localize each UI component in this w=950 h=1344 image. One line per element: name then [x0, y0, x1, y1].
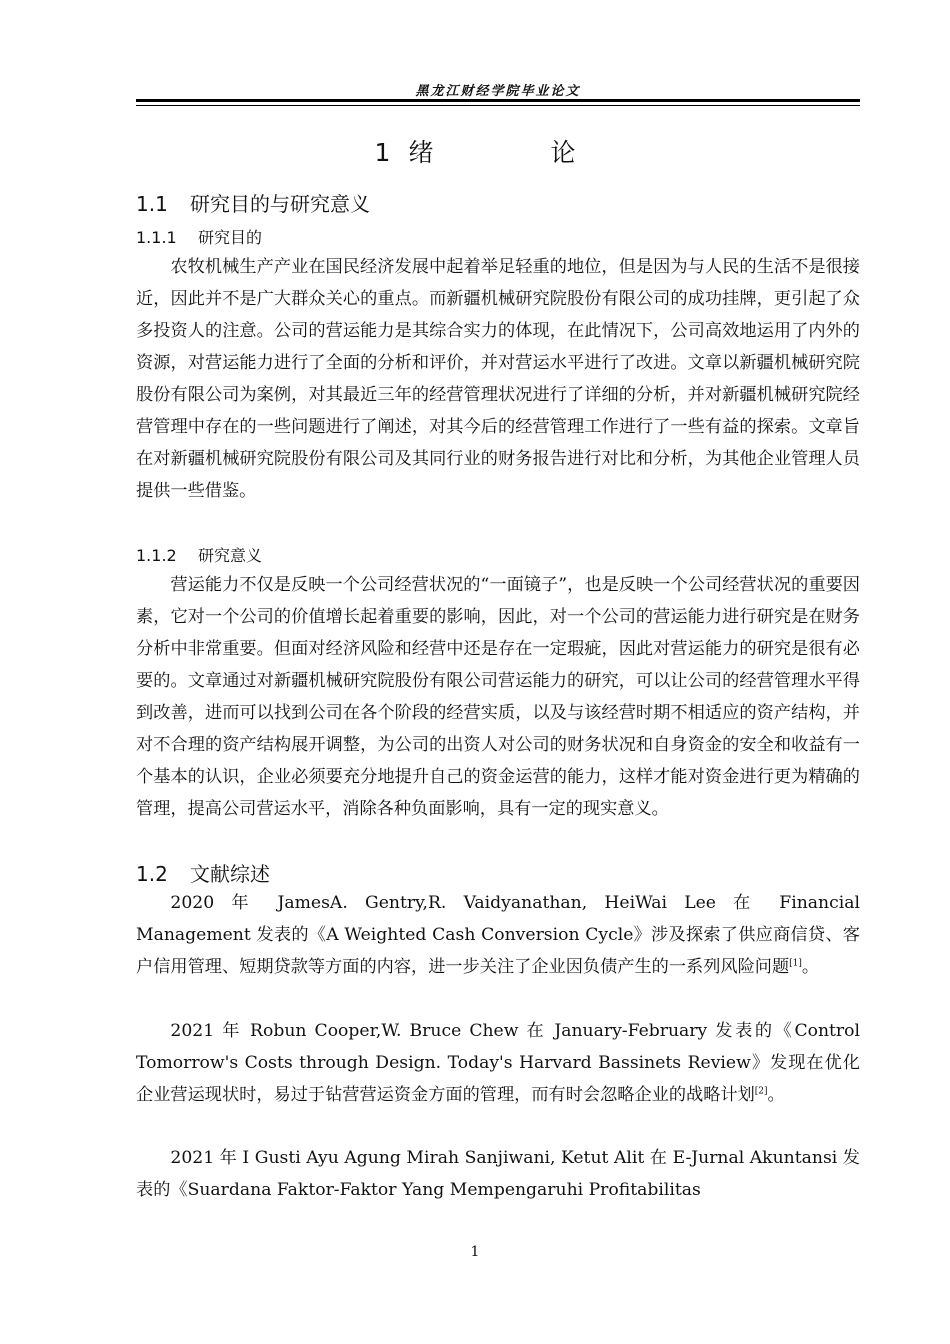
subsection-number: 1.1.2 [136, 546, 177, 565]
paragraph-research-purpose: 农牧机械生产产业在国民经济发展中起着举足轻重的地位，但是因为与人民的生活不是很接近，因此并不是广大群众关心的重点。而新疆机械研究院股份有限公司的成功挂牌，更引起了众多投资人的注意。公司的营运能力是其综合实力的体现，在此情况下，公司高效地运用了内外的资源，对营运能力进行了全面的分析和评价，并对营运水平进行了改进。文章以新疆机械研究院股份有限公司为案例，对其最近三年的经营管理状况进行了详细的分析，并对新疆机械研究院经营管理中存在的一些问题进行了阐述，对其今后的经营管理工作进行了一些有益的探索。文章旨在对新疆机械研究院股份有限公司及其同行业的财务报告进行对比和分析，为其他企业管理人员提供一些借鉴。 [136, 257, 860, 501]
literature-text: 2021 年 Robun Cooper,W. Bruce Chew 在 January-February 发表的《Control Tomorrow's Costs through Design. Today's Harvard Bassinets Review》发现在优化企业营运现状时，易过于钻营营运资金方面的管理，而有时会忽略企业的战略计划 [136, 1021, 860, 1105]
literature-tail: 。 [801, 957, 820, 977]
section-heading-1-2 [136, 858, 270, 887]
literature-text: 2021 年 I Gusti Ayu Agung Mirah Sanjiwani, Ketut Alit 在 E-Jurnal Akuntansi 发表的《Suardana Faktor-Faktor Yang Mempengaruhi Profitabilitas [136, 1148, 860, 1200]
citation-marker: [2] [754, 1086, 768, 1097]
subsection-heading-1-1-1 [136, 225, 262, 248]
section-title: 文献综述 [190, 862, 270, 886]
literature-text: 2020 年 JamesA. Gentry,R. Vaidyanathan, HeiWai Lee 在 Financial Management 发表的《A Weighted Cash Conversion Cycle》涉及探索了供应商信贷、客户信用管理、短期贷款等方面的内容，进一步关注了企业因负债产生的一系列风险问题 [136, 893, 860, 977]
page-number: 1 [470, 1244, 480, 1260]
literature-paragraph-2 [136, 1015, 860, 1111]
chapter-title-text: 绪 论 [408, 138, 622, 167]
paragraph-research-significance: 营运能力不仅是反映一个公司经营状况的“一面镜子”，也是反映一个公司经营状况的重要因素，它对一个公司的价值增长起着重要的影响，因此，对一个公司的营运能力进行研究是在财务分析中非常重要。但面对经济风险和经营中还是存在一定瑕疵，因此对营运能力的研究是很有必要的。文章通过对新疆机械研究院股份有限公司营运能力的研究，可以让公司的经营管理水平得到改善，进而可以找到公司在各个阶段的经营实质，以及与该经营时期不相适应的资产结构，并对不合理的资产结构展开调整，为公司的出资人对公司的财务状况和自身资金的安全和收益有一个基本的认识，企业必须要充分地提升自己的资金运营的能力，这样才能对资金进行更为精确的管理，提高公司营运水平，消除各种负面影响，具有一定的现实意义。 [136, 575, 860, 819]
header-rule-thick [136, 99, 860, 102]
subsection-title: 研究目的 [198, 228, 263, 247]
chapter-number: 1 [374, 138, 391, 167]
chapter-title [136, 133, 860, 169]
section-heading-1-1 [136, 188, 370, 217]
header-rule-thin [136, 105, 860, 106]
subsection-number: 1.1.1 [136, 228, 177, 247]
section-number: 1.1 [136, 192, 168, 216]
citation-marker: [1] [789, 958, 802, 969]
subsection-title: 研究意义 [198, 546, 263, 565]
section-number: 1.2 [136, 862, 168, 886]
literature-tail: 。 [767, 1085, 785, 1105]
literature-paragraph-3 [136, 1142, 860, 1206]
subsection-heading-1-1-2 [136, 543, 262, 566]
running-header: 黑龙江财经学院毕业论文 [415, 84, 581, 99]
literature-paragraph-1 [136, 887, 860, 983]
section-title: 研究目的与研究意义 [190, 192, 370, 216]
